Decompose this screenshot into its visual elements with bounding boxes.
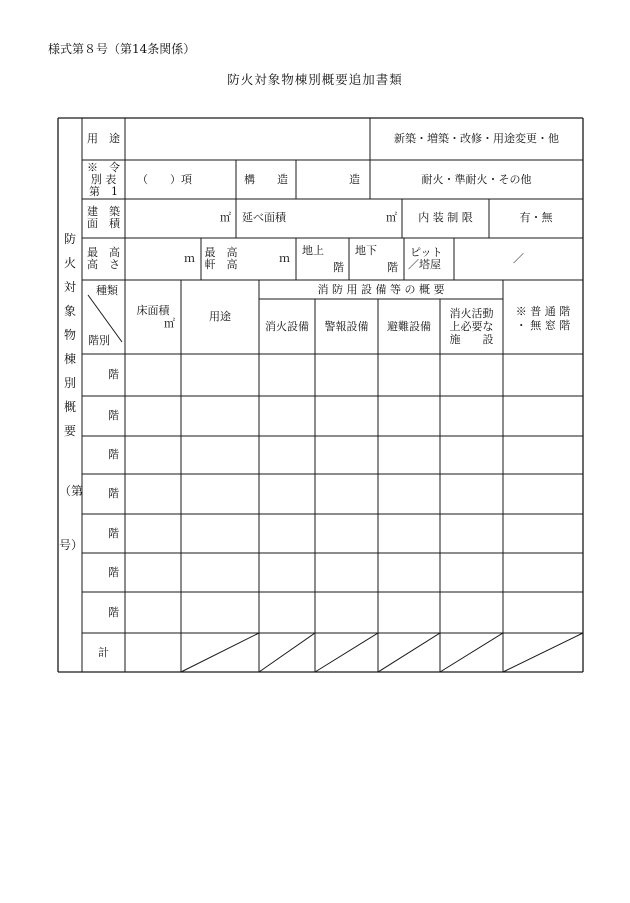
- type-label: 種類: [96, 284, 118, 297]
- side-label-char: 物: [63, 328, 76, 342]
- eave-height-label-line2: 軒 高: [204, 258, 238, 271]
- floor-row-2-suffix: 階: [108, 409, 119, 422]
- side-label-char: 対: [63, 280, 76, 294]
- note-line2: ・ 無 窓 階: [515, 319, 571, 332]
- floors-below-suffix: 階: [387, 261, 398, 274]
- construction-type-options: 新築・増築・改修・用途変更・他: [394, 132, 559, 145]
- side-number-open: （第: [59, 484, 84, 498]
- use-label: 用 途: [87, 132, 120, 145]
- floors-above-label: 地上: [302, 244, 324, 257]
- document-title: 防火対象物棟別概要追加書類: [227, 72, 403, 87]
- building-area-label-line1: 建 築: [87, 205, 120, 218]
- side-label-char: 概: [63, 400, 76, 414]
- floors-above-suffix: 階: [333, 261, 344, 274]
- interior-restriction-label: 内 装 制 限: [418, 211, 473, 224]
- side-label-char: 棟: [63, 352, 76, 366]
- note-line1: ※ 普 通 階: [515, 305, 571, 318]
- interior-restriction-options: 有・無: [519, 211, 553, 224]
- fire-activity-line3: 施 設: [449, 333, 494, 346]
- floors-below-label: 地下: [355, 244, 377, 257]
- class-label-line2: 別 表: [90, 173, 117, 186]
- floor-row-6-suffix: 階: [108, 566, 119, 579]
- fire-activity-line1: 消火活動: [449, 307, 494, 320]
- structure-label: 構 造: [244, 173, 288, 186]
- side-label-char: 防: [63, 232, 76, 246]
- total-label: 計: [98, 646, 109, 659]
- side-label-char: 要: [63, 424, 76, 438]
- class-label-line1: ※ 令: [87, 161, 120, 174]
- structure-suffix: 造: [349, 173, 360, 186]
- side-label-char: 象: [63, 304, 76, 318]
- fire-extinguishing-header: 消火設備: [265, 320, 309, 333]
- evacuation-equipment-header: 避難設備: [387, 320, 431, 333]
- total-floor-area-label: 延べ面積: [242, 211, 286, 224]
- building-area-label-line2: 面 積: [87, 217, 120, 230]
- equipment-summary-header: 消 防 用 設 備 等 の 概 要: [317, 283, 445, 296]
- max-height-label-line2: 高 さ: [87, 258, 120, 271]
- side-label-char: 火: [63, 256, 76, 270]
- side-label: [59, 232, 84, 563]
- floor-row-4-suffix: 階: [108, 487, 119, 500]
- side-label-char: 別: [63, 376, 76, 390]
- pit-penthouse-slash: ／: [513, 252, 524, 265]
- building-area-unit: ㎡: [220, 211, 231, 224]
- kou-field: （ ）項: [137, 173, 192, 186]
- floor-row-1-suffix: 階: [108, 368, 119, 381]
- class-label-line3: 第 1: [89, 185, 118, 198]
- fire-resistance-options: 耐火・準耐火・その他: [421, 173, 532, 186]
- eave-height-label-line1: 最 高: [204, 246, 238, 259]
- max-height-unit: ｍ: [184, 252, 195, 265]
- pit-penthouse-line1: ピット: [410, 246, 443, 259]
- floor-label: 階別: [88, 334, 110, 347]
- floor-row-5-suffix: 階: [108, 527, 119, 540]
- side-number-close: 号）: [59, 538, 84, 552]
- fire-activity-line2: 上必要な: [449, 320, 494, 333]
- max-height-label-line1: 最 高: [87, 246, 120, 259]
- alarm-equipment-header: 警報設備: [324, 320, 369, 333]
- floor-row-7-suffix: 階: [108, 606, 119, 619]
- form-id: 様式第８号（第14条関係）: [48, 42, 196, 56]
- floor-row-3-suffix: 階: [108, 448, 119, 461]
- eave-height-unit: ｍ: [279, 252, 290, 265]
- floor-area-label: 床面積: [136, 304, 170, 317]
- floor-area-unit: ㎡: [164, 317, 175, 330]
- use-column-header: 用途: [209, 310, 231, 323]
- total-floor-area-unit: ㎡: [386, 211, 397, 224]
- pit-penthouse-line2: ／塔屋: [408, 258, 441, 271]
